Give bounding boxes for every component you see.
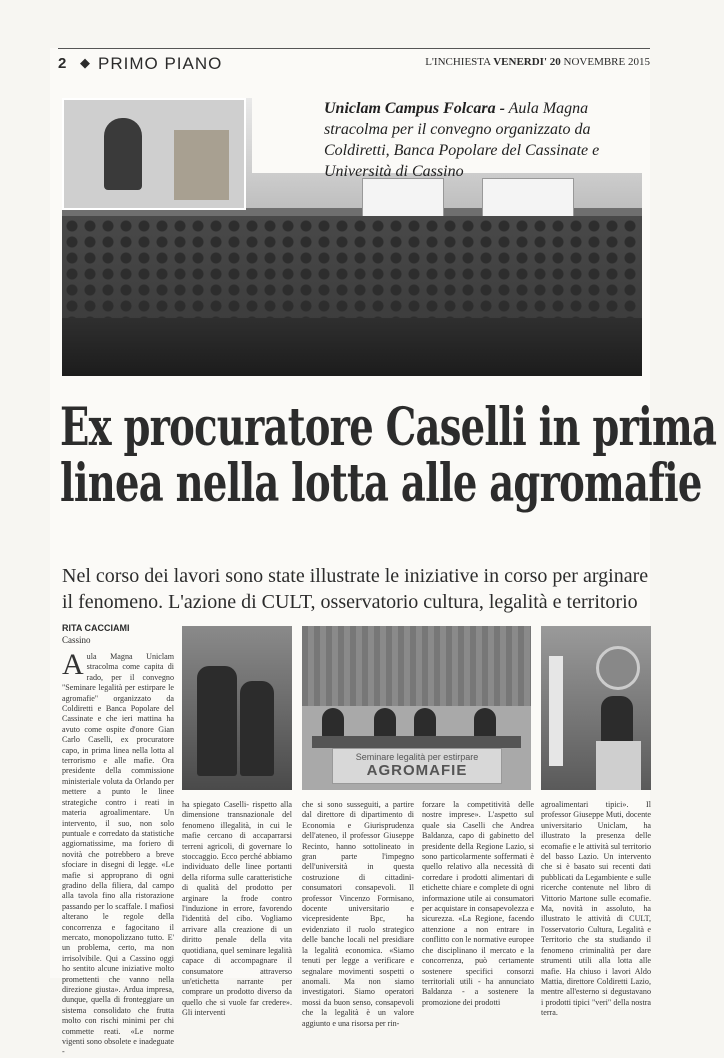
banner-line-1: Seminare legalità per estirpare	[355, 752, 479, 762]
panel-table	[312, 736, 521, 748]
panelist-figure	[474, 708, 496, 738]
auditorium-photo	[62, 98, 642, 376]
author-byline: RITA CACCIAMI	[62, 623, 130, 633]
article-column-4: forzare la competitività delle nostre imprese». L'aspetto sul quale sia Caselli che Andrea Baldanza, capo di gabinetto del presidente della Regione Lazio, si sono particolarmente soffermati è quello relativo alla necessità di corredare i prodotti alimentari di etichette chiare e complete di ogni informazione utile ai consumatori per acquistare in consapevolezza e sicurezza. «La Regione, facendo attenzione a non entrare in conflitto con le normative europee che disciplinano il mercato e la concorrenza, può certamente sostenere specifici consorzi territoriali utili - ha annunciato Baldanza - a sostenere la promozione dei prodotti	[422, 800, 534, 1007]
university-seal-icon	[596, 646, 640, 690]
photo-caption	[252, 98, 642, 180]
inset-photo	[62, 98, 246, 210]
dateline-place: Cassino	[62, 635, 91, 645]
masthead-name: L'INCHIESTA	[425, 56, 491, 68]
speakers-photo	[182, 626, 292, 790]
caption-location: Uniclam Campus Folcara -	[324, 100, 505, 117]
article-column-3: che si sono susseguiti, a partire dal direttore di dipartimento di Economia e Giurisprudenza dell'ateneo, il professor Giuseppe Recinto, hanno sottolineato in gran parte l'impegno dell'università in questa costruzione di cittadini-consumatori consapevoli. Il professor Vincenzo Formisano, docente universitario e vicepresidente Bpc, ha evidenziato il ruolo strategico delle banche locali nel presidiare la legalità economica. «Siamo tenuti per legge a verificare e segnalare movimenti sospetti o anomali. Ma non siamo investigatori. Siamo operatori mossi da buon senso, consapevoli che la legalità è un valore aggiunto e una risorsa per rin-	[302, 800, 414, 1028]
column-1-text: ula Magna Uniclam stracolma come capita di rado, per il convegno "Seminare legalità per estirpare le agromafie" organizzato da Coldiretti e Banca Popolare del Cassinate e che ieri mattina ha avuto come ospite d'onore Gian Carlo Caselli, ex procuratore capo, in prima linea nella lotta al terrorismo e alle mafie. Ora presidente della commissione ministeriale voluta da Orlando per mettere a punto le linee strategiche contro i reati in materia agroalimentare. Un intervento, il suo, non solo puntuale e corredato da statistiche aggiornatissime, ma foriero di novità che potrebbero a breve sfociare in disegni di legge. «Le mafie si approprano di ogni gradino della filiera, dal campo alla tavola fino alla ristorazione passando per lo scaffale. I mafiosi alterano le regole della concorrenza e fagocitano il mercato, monopolizzano tutto. E' un problema, certo, ma non irrisolvibile. Qui a Cassino oggi ho sentito alcune iniziative molto promettenti che vanno nella direzione giusta». Ardua impresa, dunque, quella di fronteggiare un sistema consolidato che frutta molto con rischi minimi per chi commette reati. «Le norme vigenti sono obsolete e inadeguate -	[62, 652, 174, 1057]
article-column-2: ha spiegato Caselli- rispetto alla dimensione transnazionale del fenomeno illegalità, in cui le mafie cercano di accaparrarsi terreni agricoli, di governare lo stoccaggio. Ecco perché abbiamo individuato delle linee portanti della riforma sulle caratteristiche di qualità del prodotto per arginare la frode contro l'induzione in errore, favorendo l'identità del cibo. Vogliamo arrivare alla creazione di un diritto penale della vita quotidiana, quel seminare legalità capace di accompagnare il consumatore attraverso un'etichetta narrante per comprare un prodotto diverso da quello che si vuole far credere». Gli interventi	[182, 800, 292, 1018]
article-column-5: agroalimentari tipici». Il professor Giuseppe Muti, docente universitario Uniclam, ha illustrato la presenza delle ecomafie e le attività sul territorio del basso Lazio. Un intervento che si è basato sui recenti dati pubblicati da Legambiente e sulle ricerche contenute nel libro di Vittorio Martone sulle ecomafie. Ma, novità in assoluto, ha illustrato le attività di CULT, l'osservatorio Cultura, Legalità e Territorio che sta studiando il fenomeno criminalità per dare strumenti utili alla lotta alle mafie. Ha chiuso i lavori Aldo Mattia, direttore Coldiretti Lazio, mentre all'esterno si degustavano i prodotti tipici "veri" della nostra terra.	[541, 800, 651, 1018]
inset-stand	[174, 130, 229, 200]
article-headline	[60, 397, 717, 515]
hall-window	[482, 178, 574, 220]
hall-window	[362, 178, 444, 220]
speaker-figure	[197, 666, 237, 776]
article-column-1	[62, 648, 174, 1058]
banner-line-2: AGROMAFIE	[366, 762, 468, 779]
speaker-figure	[240, 681, 274, 776]
seminar-banner	[332, 748, 502, 784]
section-title: PRIMO PIANO	[98, 54, 223, 73]
headline-line-2: linea nella lotta alle agromafie	[60, 453, 702, 515]
panel-photo	[302, 626, 531, 790]
diamond-icon: ◆	[80, 56, 90, 71]
panelist-figure	[414, 708, 436, 738]
headline-line-1: Ex procuratore Caselli in prima	[60, 397, 717, 458]
page-header	[58, 48, 650, 77]
inset-person	[104, 118, 142, 190]
stage-curtain	[302, 626, 531, 706]
panelist-figure	[322, 708, 344, 738]
caption-text: Aula Magna stracolma per il convegno organizzato da Coldiretti, Banca Popolare del Cassinate e Università di Cassino	[324, 100, 600, 180]
hall-floor	[62, 318, 642, 376]
lectern	[596, 741, 641, 790]
masthead-month: NOVEMBRE 2015	[563, 56, 650, 68]
drop-cap: A	[62, 648, 84, 681]
masthead-date: VENERDI' 20	[493, 56, 561, 68]
page-number: 2	[58, 55, 67, 72]
panelist-figure	[374, 708, 396, 738]
article-subhead: Nel corso dei lavori sono state illustrate le iniziative in corso per arginare il fenomeno. L'azione di CULT, osservatorio cultura, legalità e territorio	[62, 565, 649, 613]
lectern-photo	[541, 626, 651, 790]
flag	[549, 656, 563, 766]
masthead	[425, 56, 650, 68]
